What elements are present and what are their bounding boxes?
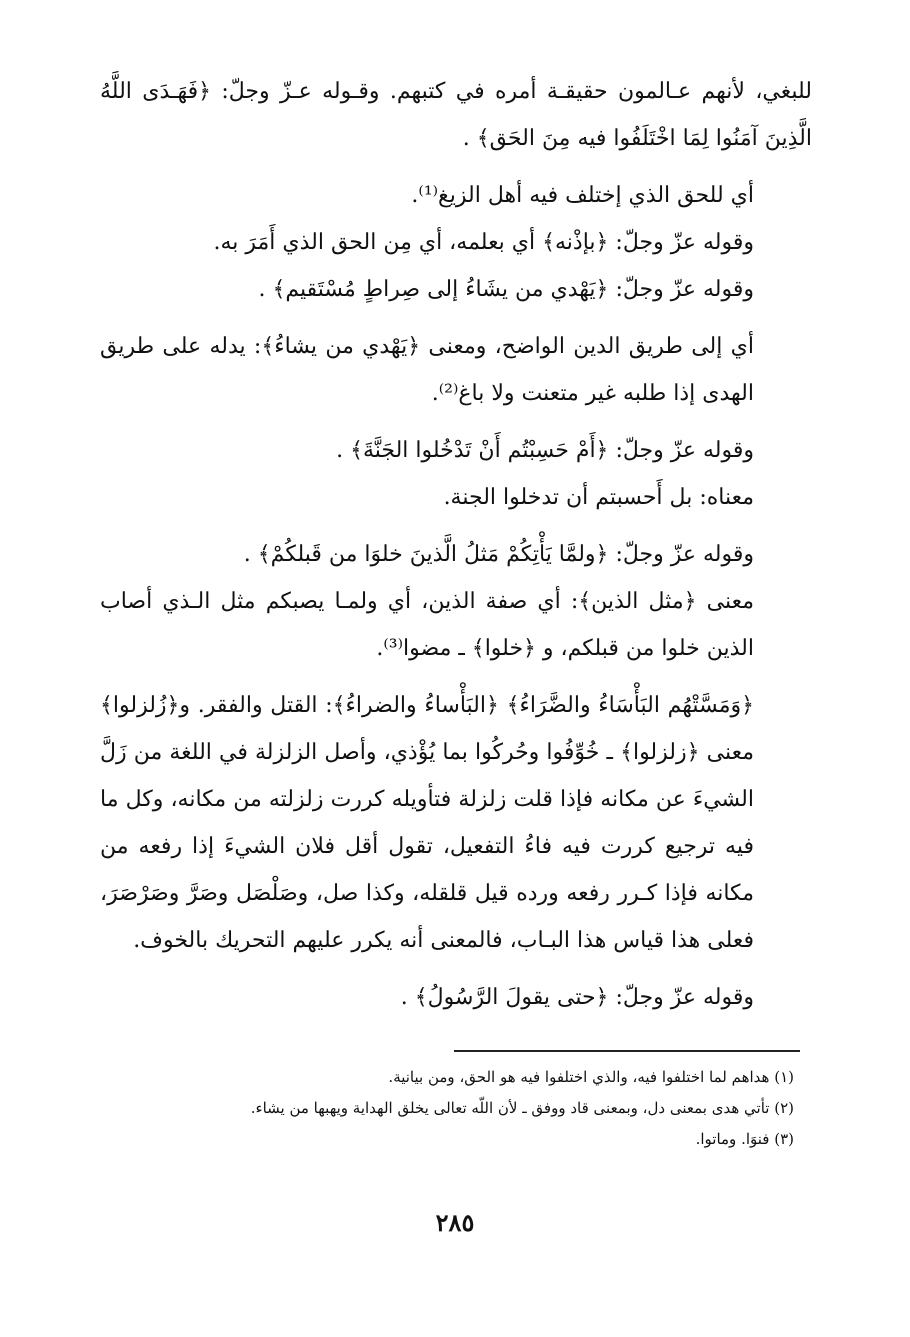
paragraph-10: ﴿وَمَسَّتْهُم البَأْسَاءُ والضَّرَاءُ﴾ ﴿البَأْساءُ والضراءُ﴾: القتل والفقر. و﴿زُلزلوا﴾ معنى ﴿زلزلوا﴾ ـ خُوِّفُوا وحُركُوا بما يُؤْذي، وأصل الزلزلة في اللغة من زَلَّ الشيءَ عن مكانه فإذا قلت زلزلة فتأويله كررت زلزلته من مكانه، وكل ما فيه ترجيع كررت فيه فاءُ التفعيل، تقول أقل فلان الشيءَ إذا رفعه من مكانه فإذا كـرر رفعه ورده قيل قلقله، وكذا صل، وصَلْصَل وصَرَّ وصَرْصَرَ، فعلى هذا قياس هذا البـاب، فالمعنى أنه يكرر عليهم التحريك بالخوف. xyxy=(100,693,754,953)
paragraph-6: وقوله عزّ وجلّ: ﴿أَمْ حَسِبْتُم أَنْ تَدْخُلوا الجَنَّةَ﴾ . xyxy=(336,438,754,463)
paragraph-4: وقوله عزّ وجلّ: ﴿يَهْدي من يشَاءُ إلى صِراطٍ مُسْتَقيم﴾ . xyxy=(258,277,754,302)
paragraph-7: معناه: بل أَحسبتم أن تدخلوا الجنة. xyxy=(443,485,754,510)
footnote-1: (١) هداهم لما اختلفوا فيه، والذي اختلفوا فيه هو الحق، ومن بيانية. xyxy=(388,1068,794,1086)
page-number: ٢٨٥ xyxy=(435,1208,475,1237)
paragraph-2: أي للحق الذي إختلف فيه أهل الزيغ⁽¹⁾. xyxy=(411,183,754,208)
footnote-2: (٢) تأتي هدى بمعنى دل، وبمعنى قاد ووفق ـ لأن اللّه تعالى يخلق الهداية ويهبها من يشاء. xyxy=(250,1099,794,1117)
paragraph-9: معنى ﴿مثل الذين﴾: أي صفة الذين، أي ولمـا يصبكم مثل الـذي أصاب الذين خلوا من قبلكم، و ﴿خلوا﴾ ـ مضوا⁽³⁾. xyxy=(100,589,754,661)
paragraph-5: أي إلى طريق الدين الواضح، ومعنى ﴿يَهْدي من يشاءُ﴾: يدله على طريق الهدى إذا طلبه غير متعنت ولا باغ⁽²⁾. xyxy=(100,334,754,406)
paragraph-1: للبغي، لأنهم عـالمون حقيقـة أمره في كتبهم. وقـوله عـزّ وجلّ: ﴿فَهَـدَى اللَّهُ الَّذِينَ آمَنُوا لِمَا اخْتَلَفُوا فيه مِنَ الحَق﴾ . xyxy=(100,79,812,151)
footnotes xyxy=(100,1062,812,1155)
paragraph-3: وقوله عزّ وجلّ: ﴿بإذْنه﴾ أي بعلمه، أي مِن الحق الذي أَمَرَ به. xyxy=(213,230,754,255)
paragraph-11: وقوله عزّ وجلّ: ﴿حتى يقولَ الرَّسُولُ﴾ . xyxy=(400,985,754,1010)
main-text xyxy=(100,68,812,1021)
footnote-divider xyxy=(454,1050,800,1052)
footnote-3: (٣) فنوَا. وماتوا. xyxy=(695,1130,794,1148)
paragraph-8: وقوله عزّ وجلّ: ﴿ولمَّا يَأْتِكُمْ مَثلُ الَّذينَ خلوَا من قَبلكُمْ﴾ . xyxy=(243,542,754,567)
